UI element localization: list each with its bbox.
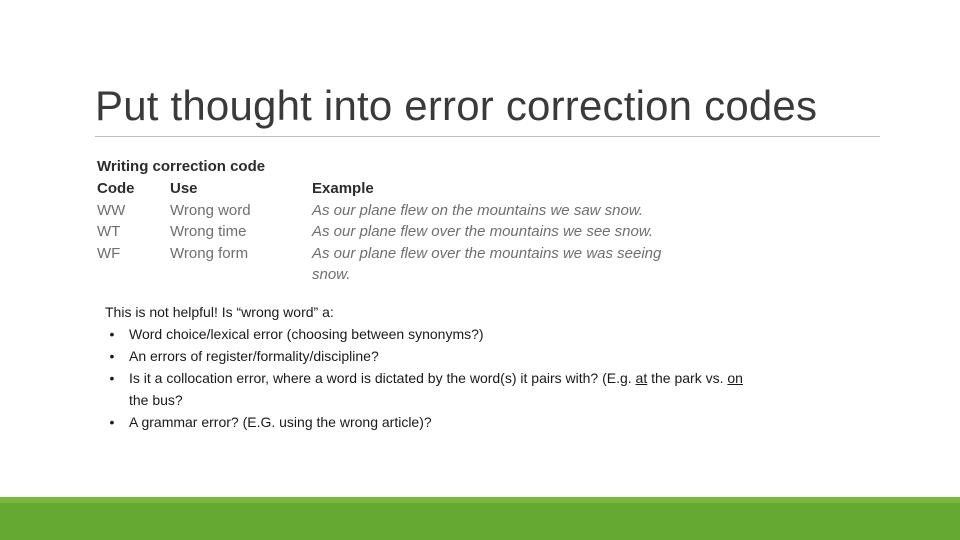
table-header-row — [97, 178, 717, 200]
use-cell — [170, 264, 312, 286]
column-header-use: Use — [170, 180, 198, 197]
bullet-icon: • — [109, 370, 115, 386]
body-text — [105, 301, 765, 433]
collocation-text-part3: the bus? — [129, 392, 183, 408]
example-cell: As our plane flew over the mountains we see snow. — [312, 223, 654, 240]
slide-title: Put thought into error correction codes — [95, 82, 818, 129]
collocation-text-part1: Is it a collocation error, where a word is dictated by the word(s) it pairs with? (E.g. — [129, 370, 636, 386]
collocation-text-part2: the park vs. — [647, 370, 728, 386]
list-item — [105, 367, 765, 411]
bullet-icon: • — [109, 348, 115, 364]
table-row-continuation — [97, 264, 717, 286]
example-cell: As our plane flew over the mountains we was seeing — [312, 244, 662, 262]
code-cell: WW — [97, 201, 126, 219]
code-cell — [97, 264, 170, 286]
use-cell: Wrong time — [170, 223, 247, 240]
title-divider — [95, 136, 880, 137]
list-item-text — [129, 370, 743, 408]
list-item-text: An errors of register/formality/discipline? — [129, 348, 379, 364]
example-cell: snow. — [312, 266, 351, 283]
footer-accent-bar — [0, 497, 960, 540]
intro-text: This is not helpful! Is “wrong word” a: — [105, 304, 334, 320]
code-cell: WT — [97, 223, 121, 240]
bullet-list — [105, 323, 765, 433]
bullet-icon: • — [109, 326, 115, 342]
list-item-text: A grammar error? (E.G. using the wrong article)? — [129, 414, 432, 430]
table-row — [97, 221, 717, 243]
list-item — [105, 411, 765, 433]
underlined-word-on: on — [727, 370, 743, 386]
table-row — [97, 200, 717, 222]
bullet-icon: • — [109, 414, 115, 430]
example-cell: As our plane flew on the mountains we saw snow. — [312, 201, 644, 219]
table-heading: Writing correction code — [97, 158, 266, 175]
footer-accent-highlight — [0, 497, 960, 503]
use-cell: Wrong form — [170, 244, 249, 262]
column-header-code: Code — [97, 180, 135, 197]
list-item — [105, 345, 765, 367]
underlined-word-at: at — [635, 370, 648, 386]
table-row — [97, 243, 717, 265]
use-cell: Wrong word — [170, 201, 251, 219]
list-item-text: Word choice/lexical error (choosing between synonyms?) — [129, 326, 484, 342]
code-cell: WF — [97, 244, 121, 262]
list-item — [105, 323, 765, 345]
column-header-example: Example — [312, 180, 374, 197]
correction-code-table — [97, 156, 717, 286]
